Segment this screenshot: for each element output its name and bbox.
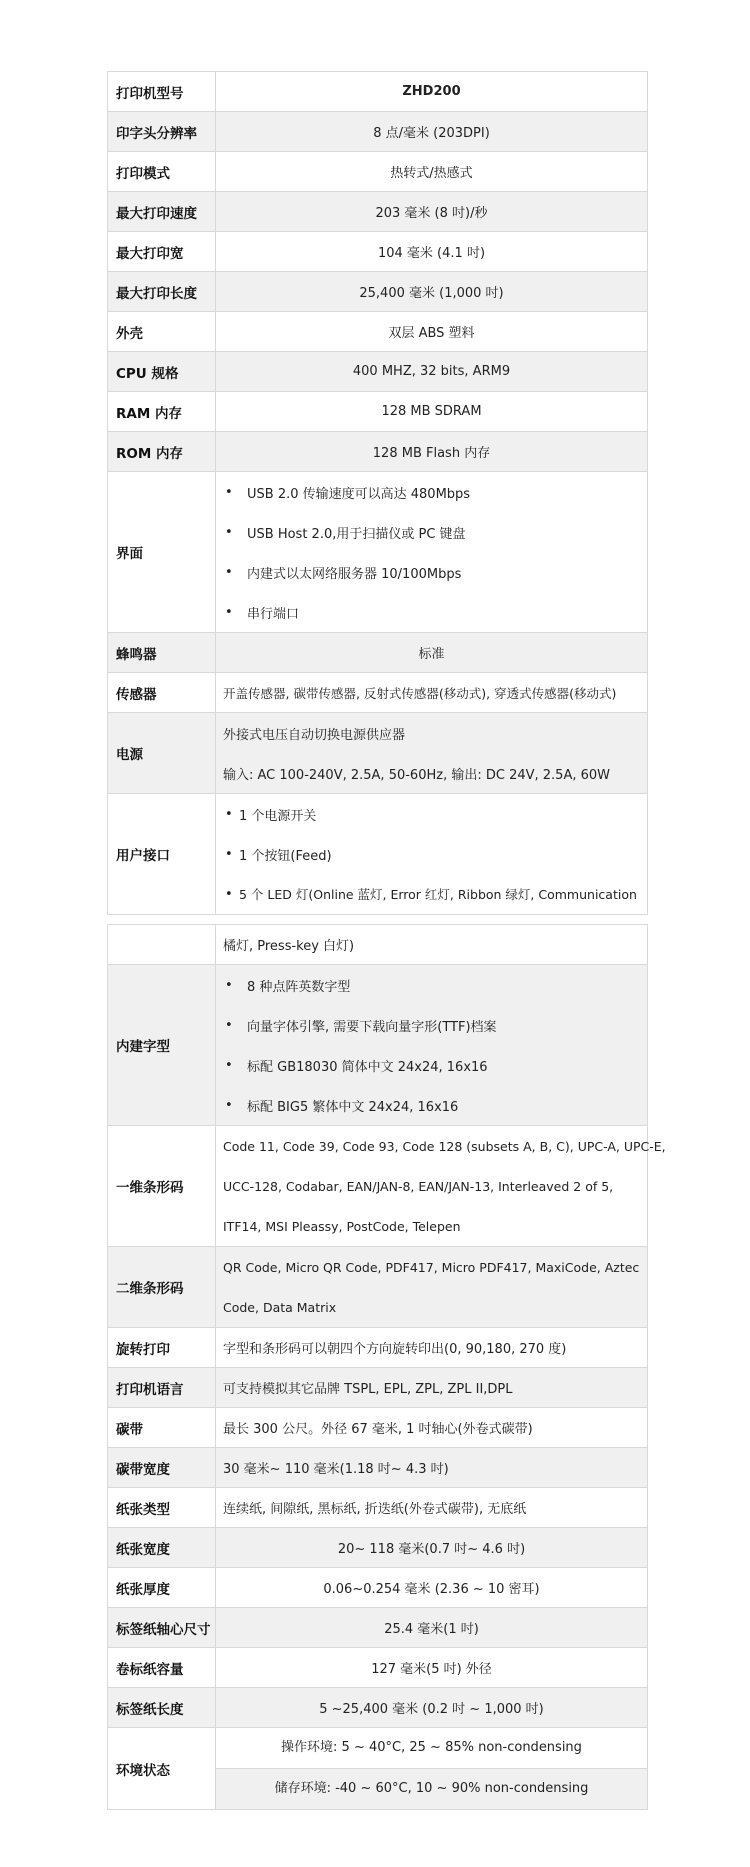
row-rom [108,432,648,472]
list-item [223,472,647,512]
barcode-1d-info [216,1126,666,1247]
row-value: 203 毫米 (8 吋)/秒 [216,192,648,232]
power-info [216,713,648,794]
row-max-speed [108,192,648,232]
row-ram [108,392,648,432]
row-value: 最长 300 公尺。外径 67 毫米, 1 吋轴心(外卷式碳带) [216,1408,648,1448]
list-item [223,552,647,592]
row-user-interface [108,794,648,915]
list-item [223,1085,647,1125]
row-label: 传感器 [108,673,216,713]
barcode-line: QR Code, Micro QR Code, PDF417, Micro PDF417, MaxiCode, Aztec [223,1259,640,1275]
row-value: 8 点/毫米 (203DPI) [216,112,648,152]
bullet-icon: • [225,1017,233,1033]
list-item [223,512,647,552]
row-continuation [108,925,648,965]
row-barcode-2d [108,1247,648,1328]
row-label: 最大打印宽 [108,232,216,272]
row-label: 环境状态 [108,1728,216,1810]
spec-table-2 [107,924,666,1810]
row-value: 标准 [216,633,648,673]
barcode-line: ITF14, MSI Pleassy, PostCode, Telepen [223,1218,461,1234]
row-label: 打印机语言 [108,1368,216,1408]
row-environment [108,1728,648,1810]
row-barcode-1d [108,1126,648,1247]
barcode-line: UCC-128, Codabar, EAN/JAN-8, EAN/JAN-13, Interleaved 2 of 5, [223,1178,614,1194]
row-power [108,713,648,794]
row-label: 界面 [108,472,216,633]
list-item-text: 8 种点阵英数字型 [247,979,351,995]
row-label: 印字头分辨率 [108,112,216,152]
bullet-icon: • [225,846,233,862]
list-item [223,834,647,874]
row-label: 内建字型 [108,965,216,1126]
row-label: 碳带 [108,1408,216,1448]
row-label: RAM 内存 [108,392,216,432]
bullet-icon: • [225,484,233,500]
list-item [223,794,647,834]
row-value: 128 MB Flash 内存 [216,432,648,472]
row-value: 可支持模拟其它品牌 TSPL, EPL, ZPL, ZPL II,DPL [216,1368,648,1408]
row-value: 25,400 毫米 (1,000 吋) [216,272,648,312]
row-resolution [108,112,648,152]
list-item [223,874,647,914]
row-label: 纸张宽度 [108,1528,216,1568]
list-item-text: USB 2.0 传输速度可以高达 480Mbps [247,486,471,502]
row-value: 5 ~25,400 毫米 (0.2 吋 ~ 1,000 吋) [216,1688,648,1728]
list-item-text: 标配 GB18030 简体中文 24x24, 16x16 [247,1059,488,1075]
row-label: 用户接口 [108,794,216,915]
barcode-line: Code, Data Matrix [223,1299,337,1315]
list-item-text: USB Host 2.0,用于扫描仪或 PC 键盘 [247,526,466,542]
row-ribbon-width [108,1448,648,1488]
row-roll-capacity [108,1648,648,1688]
row-label: 打印模式 [108,152,216,192]
bullet-icon: • [225,524,233,540]
list-item-text: 标配 BIG5 繁体中文 24x24, 16x16 [247,1099,459,1115]
user-interface-list [216,794,648,915]
row-label: 一维条形码 [108,1126,216,1247]
row-label: 标签纸轴心尺寸 [108,1608,216,1648]
list-item-text: 向量字体引擎, 需要下载向量字形(TTF)档案 [247,1019,497,1035]
row-label: 纸张类型 [108,1488,216,1528]
bullet-icon: • [225,604,233,620]
row-label: 纸张厚度 [108,1568,216,1608]
row-label-length [108,1688,648,1728]
barcode-2d-info [216,1247,648,1328]
storage-env: 储存环境: -40 ~ 60°C, 10 ~ 90% non-condensing [216,1768,647,1809]
row-value: ZHD200 [216,72,648,112]
row-value: 20~ 118 毫米(0.7 吋~ 4.6 吋) [216,1528,648,1568]
row-label: 最大打印长度 [108,272,216,312]
row-label: 旋转打印 [108,1328,216,1368]
row-ribbon [108,1408,648,1448]
row-value: 104 毫米 (4.1 吋) [216,232,648,272]
row-core-size [108,1608,648,1648]
row-print-mode [108,152,648,192]
row-value: 双层 ABS 塑料 [216,312,648,352]
row-value: 橘灯, Press-key 白灯) [216,925,648,965]
list-item [223,1005,647,1045]
row-value: 字型和条形码可以朝四个方向旋转印出(0, 90,180, 270 度) [216,1328,648,1368]
row-paper-width [108,1528,648,1568]
list-item-text: 内建式以太网络服务器 10/100Mbps [247,566,462,582]
list-item-text: 串行端口 [247,606,300,622]
row-cpu [108,352,648,392]
list-item-text: 1 个按钮(Feed) [239,848,332,864]
row-buzzer [108,633,648,673]
row-value: 0.06~0.254 毫米 (2.36 ~ 10 密耳) [216,1568,648,1608]
row-value: 开盖传感器, 碳带传感器, 反射式传感器(移动式), 穿透式传感器(移动式) [216,673,648,713]
row-value: 30 毫米~ 110 毫米(1.18 吋~ 4.3 吋) [216,1448,648,1488]
row-paper-type [108,1488,648,1528]
bullet-icon: • [225,1057,233,1073]
row-value: 128 MB SDRAM [216,392,648,432]
row-label: 外壳 [108,312,216,352]
row-max-width [108,232,648,272]
spec-table-1 [107,71,648,915]
row-interface [108,472,648,633]
row-label: 碳带宽度 [108,1448,216,1488]
interface-list [216,472,648,633]
row-sensor [108,673,648,713]
row-value: 连续纸, 间隙纸, 黑标纸, 折迭纸(外卷式碳带), 无底纸 [216,1488,648,1528]
row-label-empty [108,925,216,965]
row-rotation [108,1328,648,1368]
list-item [223,1045,647,1085]
row-paper-thickness [108,1568,648,1608]
power-line: 输入: AC 100-240V, 2.5A, 50-60Hz, 输出: DC 24V, 2.5A, 60W [223,767,610,783]
row-label: CPU 规格 [108,352,216,392]
row-label: 最大打印速度 [108,192,216,232]
row-value: 25.4 毫米(1 吋) [216,1608,648,1648]
row-language [108,1368,648,1408]
row-printer-model [108,72,648,112]
bullet-icon: • [225,806,233,822]
row-label: ROM 内存 [108,432,216,472]
row-label: 二维条形码 [108,1247,216,1328]
list-item [223,592,647,632]
bullet-icon: • [225,977,233,993]
power-line: 外接式电压自动切换电源供应器 [223,727,406,743]
row-housing [108,312,648,352]
bullet-icon: • [225,564,233,580]
row-label: 蜂鸣器 [108,633,216,673]
list-item-text: 1 个电源开关 [239,808,317,824]
row-value: 热转式/热感式 [216,152,648,192]
barcode-line: Code 11, Code 39, Code 93, Code 128 (subsets A, B, C), UPC-A, UPC-E, [223,1138,666,1154]
operating-env: 操作环境: 5 ~ 40°C, 25 ~ 85% non-condensing [216,1728,647,1768]
bullet-icon: • [225,1097,233,1113]
row-fonts [108,965,648,1126]
row-label: 电源 [108,713,216,794]
list-item [223,965,647,1005]
list-item-text: 5 个 LED 灯(Online 蓝灯, Error 红灯, Ribbon 绿灯, Communication [239,887,637,902]
row-max-length [108,272,648,312]
environment-info [216,1728,648,1810]
row-label: 打印机型号 [108,72,216,112]
bullet-icon: • [225,886,233,902]
row-value: 400 MHZ, 32 bits, ARM9 [216,352,648,392]
row-value: 127 毫米(5 吋) 外径 [216,1648,648,1688]
row-label: 标签纸长度 [108,1688,216,1728]
row-label: 卷标纸容量 [108,1648,216,1688]
fonts-list [216,965,648,1126]
